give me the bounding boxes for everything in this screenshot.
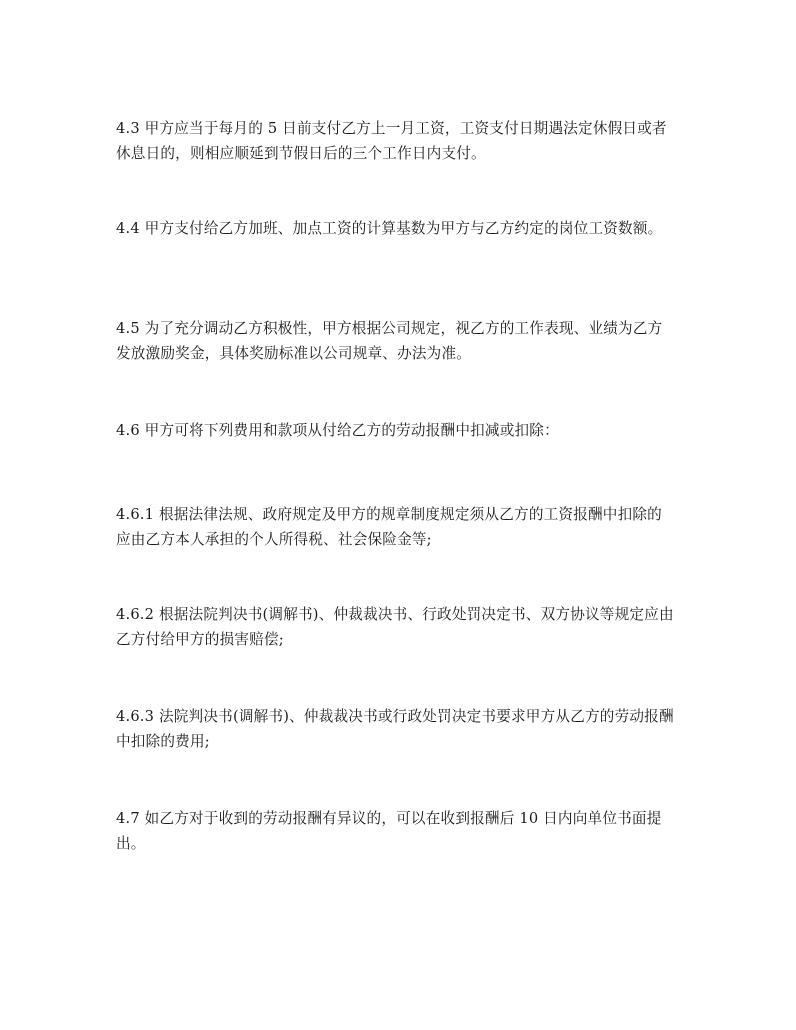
clause-4-7: 4.7 如乙方对于收到的劳动报酬有异议的，可以在收到报酬后 10 日内向单位书面提出。 <box>116 810 662 852</box>
clause-4-5: 4.5 为了充分调动乙方积极性，甲方根据公司规定，视乙方的工作表现、业绩为乙方发放激励奖金，具体奖励标准以公司规章、办法为准。 <box>116 320 663 362</box>
clause-4-6-1: 4.6.1 根据法律法规、政府规定及甲方的规章制度规定须从乙方的工资报酬中扣除的应由乙方本人承担的个人所得税、社会保险金等; <box>116 506 662 548</box>
clause-4-6-2: 4.6.2 根据法院判决书(调解书)、仲裁裁决书、行政处罚决定书、双方协议等规定应由乙方付给甲方的损害赔偿; <box>116 606 674 648</box>
clause-4-6: 4.6 甲方可将下列费用和款项从付给乙方的劳动报酬中扣减或扣除： <box>116 422 559 439</box>
clause-4-6-3: 4.6.3 法院判决书(调解书)、仲裁裁决书或行政处罚决定书要求甲方从乙方的劳动报酬中扣除的费用; <box>116 708 674 750</box>
clause-4-4: 4.4 甲方支付给乙方加班、加点工资的计算基数为甲方与乙方约定的岗位工资数额。 <box>116 220 663 237</box>
clause-4-3: 4.3 甲方应当于每月的 5 日前支付乙方上一月工资，工资支付日期遇法定休假日或者休息日的，则相应顺延到节假日后的三个工作日内支付。 <box>116 120 667 162</box>
